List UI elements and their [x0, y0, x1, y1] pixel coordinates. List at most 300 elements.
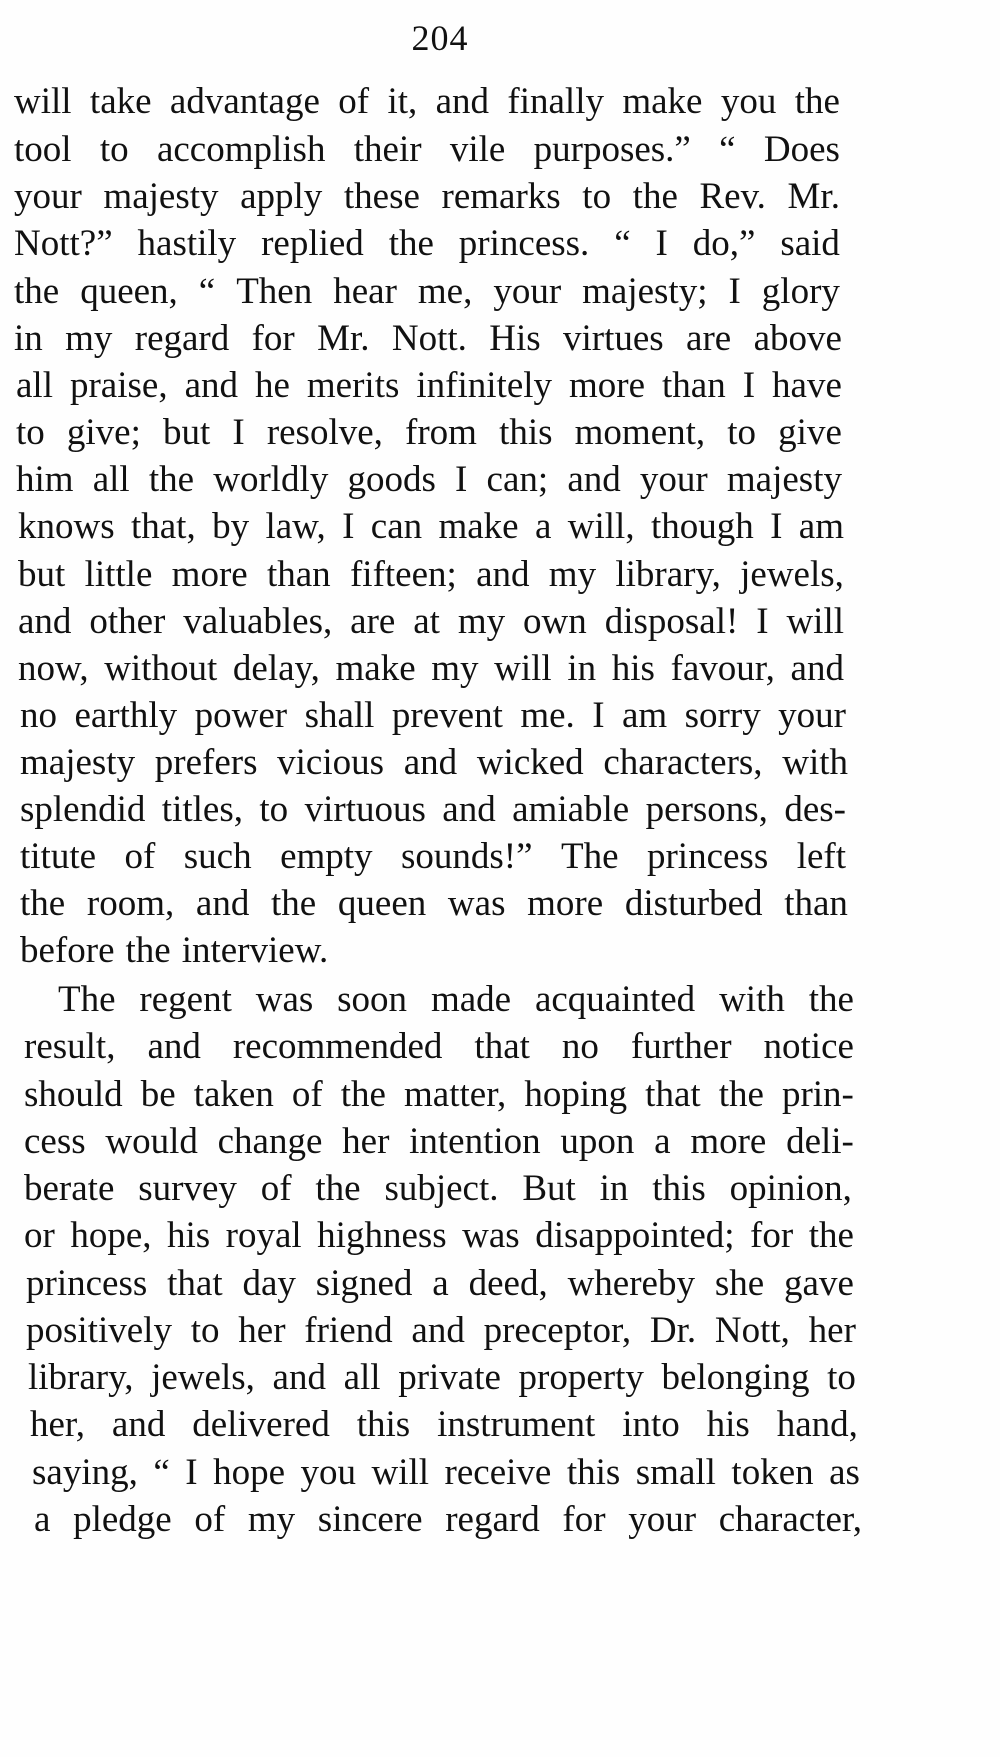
word: a [34, 1499, 51, 1540]
word: survey [138, 1168, 237, 1209]
word: moment, [574, 412, 706, 453]
word: now, [18, 648, 89, 689]
word: your [493, 271, 562, 312]
word: that [645, 1074, 701, 1115]
word: his [611, 648, 655, 689]
word: power [194, 695, 288, 736]
word: goods [347, 459, 436, 500]
word: from [405, 412, 477, 453]
word: signed [315, 1263, 413, 1304]
word: queen, [80, 271, 178, 312]
word: sincere [317, 1499, 423, 1540]
word: amiable [512, 789, 630, 830]
word: the [794, 81, 840, 122]
word: of [194, 1499, 226, 1540]
word: in [567, 648, 597, 689]
word: saying, [32, 1452, 138, 1493]
word: my [548, 554, 597, 595]
word: hope, [70, 1215, 152, 1256]
word: gave [784, 1263, 854, 1304]
word: more [171, 554, 248, 595]
word: their [353, 129, 422, 170]
word: highness [317, 1215, 447, 1256]
word: than [662, 365, 726, 406]
word: her, [30, 1404, 86, 1445]
word: sounds!” [401, 836, 533, 877]
word: royal [225, 1215, 302, 1256]
word: all [16, 365, 53, 406]
word: small [635, 1452, 716, 1493]
word: can [370, 506, 423, 547]
word: said [780, 223, 840, 264]
word: recommended [232, 1026, 443, 1067]
word: friend [304, 1310, 393, 1351]
word: library, [28, 1357, 134, 1398]
word: this [499, 412, 553, 453]
word: “ [614, 223, 631, 264]
word: majesty [103, 176, 219, 217]
word: take [89, 81, 152, 122]
word: resolve, [266, 412, 383, 453]
word: own [523, 601, 587, 642]
text-line [14, 270, 840, 316]
word: that, [130, 506, 196, 547]
word: prefers [154, 742, 258, 783]
word: without [104, 648, 218, 689]
word: deli- [786, 1121, 854, 1162]
word: sorry [684, 695, 761, 736]
word: be [140, 1074, 176, 1115]
word: at [413, 601, 440, 642]
word: to [259, 789, 289, 830]
word: and [147, 1026, 201, 1067]
word: and [567, 459, 621, 500]
word: me. [520, 695, 575, 736]
word: tool [14, 129, 72, 170]
word: are [350, 601, 396, 642]
word: in [599, 1168, 629, 1209]
word: this [566, 1452, 621, 1493]
word: His [489, 318, 541, 359]
word: majesty [20, 742, 136, 783]
word: apply [240, 176, 323, 217]
word: and [111, 1404, 166, 1445]
word: his [706, 1404, 750, 1445]
word: the [808, 1215, 854, 1256]
word: the [340, 1074, 386, 1115]
word: replied [261, 223, 364, 264]
word: than [784, 883, 848, 924]
word: titles, [161, 789, 243, 830]
word: for [562, 1499, 606, 1540]
word: whereby [567, 1263, 695, 1304]
word: and [411, 1310, 465, 1351]
word: more [527, 883, 604, 924]
word: that [474, 1026, 530, 1067]
word: was [462, 1215, 520, 1256]
word: jewels, [151, 1357, 255, 1398]
page-number: 204 [411, 18, 469, 58]
word: earthly [74, 695, 178, 736]
word: regent [139, 979, 232, 1020]
word: matter, [404, 1074, 507, 1115]
word: change [217, 1121, 323, 1162]
word: will [494, 648, 552, 689]
word: Then [236, 271, 313, 312]
word: majesty; [582, 271, 708, 312]
word: receive [444, 1452, 552, 1493]
word: notice [763, 1026, 854, 1067]
word: shall [304, 695, 375, 736]
word: accomplish [156, 129, 326, 170]
word: the [125, 930, 171, 971]
word: advantage [169, 81, 320, 122]
word: more [690, 1121, 767, 1162]
word: my [431, 648, 479, 689]
word: Mr. [317, 318, 370, 359]
word: her [808, 1310, 856, 1351]
word: room, [86, 883, 175, 924]
word: library, [615, 554, 721, 595]
word: to [727, 412, 757, 453]
word: upon [560, 1121, 635, 1162]
word: a [432, 1263, 449, 1304]
word: Nott. [391, 318, 467, 359]
word: berate [24, 1168, 115, 1209]
word: the [148, 459, 195, 500]
text-line [26, 1309, 856, 1355]
word: was [255, 979, 314, 1020]
word: Mr. [787, 176, 840, 217]
word: delivered [192, 1404, 330, 1445]
word: he [254, 365, 290, 406]
word: left [796, 836, 846, 877]
word: “ [719, 129, 736, 170]
text-line [20, 882, 848, 928]
word: “ [153, 1452, 170, 1493]
word: than [266, 554, 331, 595]
word: your [14, 176, 82, 217]
word: of [260, 1168, 292, 1209]
word: majesty [726, 459, 842, 500]
word: I [770, 506, 783, 547]
word: no [20, 695, 57, 736]
word: disturbed [624, 883, 763, 924]
word: that [167, 1263, 223, 1304]
word: the [271, 883, 317, 924]
word: purposes.” [533, 129, 691, 170]
word: prin- [781, 1074, 854, 1115]
word: I [742, 365, 756, 406]
word: as [829, 1452, 860, 1493]
text-line [24, 1073, 854, 1119]
word: Does [763, 129, 840, 170]
word: you [720, 81, 777, 122]
word: the [20, 883, 66, 924]
text-line [18, 600, 844, 646]
text-line [20, 694, 846, 740]
word: for [750, 1215, 794, 1256]
word: me, [417, 271, 473, 312]
word: her [342, 1121, 390, 1162]
text-line [34, 1498, 862, 1544]
word: but [162, 412, 211, 453]
word: your [639, 459, 708, 500]
text-line [18, 553, 844, 599]
text-line [24, 1120, 854, 1166]
word: hastily [137, 223, 237, 264]
word: Dr. [649, 1310, 697, 1351]
word: will [14, 81, 72, 122]
word: princess [26, 1263, 148, 1304]
word: But [522, 1168, 576, 1209]
word: this [652, 1168, 706, 1209]
word: will [371, 1452, 430, 1493]
word: virtuous [304, 789, 426, 830]
word: made [430, 979, 512, 1020]
text-line [24, 1214, 854, 1260]
word: merits [306, 365, 400, 406]
word: your [628, 1499, 697, 1540]
word: was [447, 883, 506, 924]
word: though [650, 506, 754, 547]
word: her [238, 1310, 286, 1351]
word: can; [486, 459, 549, 500]
word: will, [567, 506, 635, 547]
word: and [184, 365, 238, 406]
word: des- [784, 789, 846, 830]
word: Nott, [714, 1310, 790, 1351]
word: to [582, 176, 612, 217]
word: and [442, 789, 496, 830]
text-line [20, 929, 846, 975]
word: finally [507, 81, 604, 122]
word: the [14, 271, 60, 312]
word: acquainted [534, 979, 696, 1020]
word: above [753, 318, 842, 359]
word: princess [646, 836, 769, 877]
word: fifteen; [349, 554, 457, 595]
word: or [24, 1215, 55, 1256]
word: and [195, 883, 250, 924]
word: splendid [20, 789, 146, 830]
word: should [24, 1074, 123, 1115]
word: am [798, 506, 844, 547]
word: taken [193, 1074, 274, 1115]
word: hand, [776, 1404, 858, 1445]
word: make [438, 506, 519, 547]
text-line [18, 647, 844, 693]
word: titute [20, 836, 97, 877]
word: these [343, 176, 420, 217]
word: this [356, 1404, 411, 1445]
word: knows [18, 506, 115, 547]
word: empty [280, 836, 373, 877]
word: a [654, 1121, 671, 1162]
word: such [183, 836, 252, 877]
word: she [714, 1263, 765, 1304]
text-line [14, 80, 840, 126]
word: I [756, 601, 769, 642]
text-line [14, 128, 840, 174]
word: infinitely [416, 365, 553, 406]
word: positively [26, 1310, 172, 1351]
word: remarks [441, 176, 561, 217]
word: jewels, [740, 554, 844, 595]
word: I [592, 695, 605, 736]
word: regard [445, 1499, 540, 1540]
text-line [28, 1356, 856, 1402]
word: your [778, 695, 846, 736]
word: private [398, 1357, 501, 1398]
word: it, [387, 81, 418, 122]
word: the [632, 176, 678, 217]
word: in [14, 318, 43, 359]
word: of [124, 836, 156, 877]
word: subject. [384, 1168, 499, 1209]
text-line [32, 1451, 860, 1497]
word: by [212, 506, 250, 547]
text-line [16, 458, 842, 504]
text-line [26, 1262, 854, 1308]
word: the [388, 223, 434, 264]
word: “ [198, 271, 216, 312]
text-line [20, 741, 848, 787]
word: result, [24, 1026, 116, 1067]
word: vile [449, 129, 506, 170]
text-line [14, 175, 840, 221]
word: with [782, 742, 848, 783]
word: I [232, 412, 245, 453]
word: into [622, 1404, 680, 1445]
word: make [335, 648, 416, 689]
word: and [403, 742, 458, 783]
word: day [242, 1263, 296, 1304]
word: favour, [670, 648, 775, 689]
text-line [20, 788, 846, 834]
word: law, [265, 506, 326, 547]
word: more [569, 365, 646, 406]
word: the [808, 979, 854, 1020]
word: preceptor, [483, 1310, 632, 1351]
text-line [14, 317, 842, 363]
word: little [84, 554, 153, 595]
word: cess [24, 1121, 86, 1162]
word: pledge [73, 1499, 172, 1540]
word: his [166, 1215, 211, 1256]
word: other [89, 601, 166, 642]
word: to [827, 1357, 856, 1398]
word: I [728, 271, 741, 312]
word: vicious [277, 742, 385, 783]
word: disappointed; [535, 1215, 735, 1256]
text-line [16, 364, 842, 410]
word: queen [337, 883, 427, 924]
text-line [20, 835, 846, 881]
word: characters, [603, 742, 763, 783]
text-line [18, 505, 844, 551]
word: worldly [213, 459, 329, 500]
word: prevent [391, 695, 503, 736]
word: and [272, 1357, 326, 1398]
word: all [343, 1357, 381, 1398]
text-line [58, 978, 854, 1024]
word: will [786, 601, 844, 642]
word: I [342, 506, 355, 547]
text-line [24, 1167, 852, 1213]
word: my [457, 601, 506, 642]
word: praise, [69, 365, 168, 406]
word: and [476, 554, 530, 595]
word: further [630, 1026, 732, 1067]
word: disposal! [604, 601, 739, 642]
word: deed, [468, 1263, 548, 1304]
word: persons, [645, 789, 768, 830]
word: soon [337, 979, 408, 1020]
word: intention [409, 1121, 541, 1162]
word: The [58, 979, 116, 1020]
word: the [315, 1168, 361, 1209]
word: The [561, 836, 619, 877]
word: valuables, [183, 601, 333, 642]
word: for [251, 318, 295, 359]
word: opinion, [729, 1168, 852, 1209]
word: are [686, 318, 732, 359]
word: token [731, 1452, 814, 1493]
word: Rev. [699, 176, 766, 217]
word: to [99, 129, 129, 170]
word: regard [134, 318, 230, 359]
word: hope [213, 1452, 286, 1493]
word: you [300, 1452, 356, 1493]
word: do,” [692, 223, 756, 264]
word: to [190, 1310, 220, 1351]
text-line [14, 222, 840, 268]
word: to [16, 412, 45, 453]
word: of [291, 1074, 323, 1115]
word: I [455, 459, 468, 500]
word: would [105, 1121, 198, 1162]
word: wicked [476, 742, 584, 783]
text-line [16, 411, 842, 457]
word: and [435, 81, 490, 122]
word: him [16, 459, 74, 500]
word: my [65, 318, 113, 359]
word: I [185, 1452, 198, 1493]
word: character, [718, 1499, 862, 1540]
word: glory [761, 271, 840, 312]
word: give [778, 412, 842, 453]
word: give; [66, 412, 141, 453]
word: hear [333, 271, 397, 312]
word: make [622, 81, 703, 122]
word: have [772, 365, 842, 406]
word: no [561, 1026, 599, 1067]
word: and [18, 601, 72, 642]
word: virtues [563, 318, 664, 359]
word: but [18, 554, 66, 595]
word: hoping [524, 1074, 628, 1115]
word: delay, [232, 648, 320, 689]
word: and [790, 648, 844, 689]
text-line [30, 1403, 858, 1449]
word: interview. [181, 930, 329, 971]
word: instrument [437, 1404, 596, 1445]
text-line [24, 1025, 854, 1071]
word: with [719, 979, 785, 1020]
word: all [92, 459, 130, 500]
word: belonging [661, 1357, 810, 1398]
